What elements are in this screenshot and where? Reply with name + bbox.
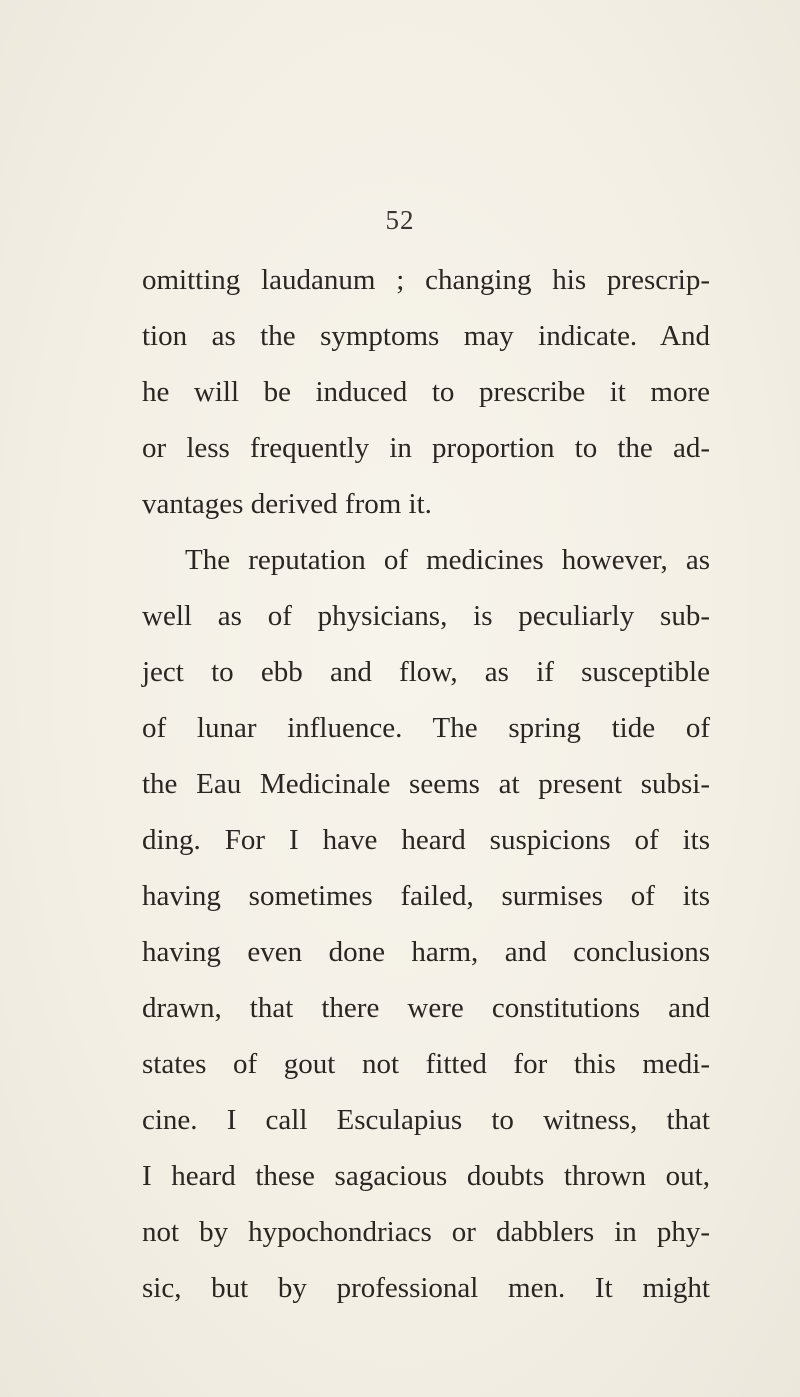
text-line: not by hypochondriacs or dabblers in phy-	[142, 1216, 710, 1248]
text-line: drawn, that there were constitutions and	[142, 992, 710, 1024]
text-line: the Eau Medicinale seems at present subsi-	[142, 768, 710, 800]
text-line: vantages derived from it.	[142, 488, 432, 520]
text-line: well as of physicians, is peculiarly sub-	[142, 600, 710, 632]
text-line: sic, but by professional men. It might	[142, 1272, 710, 1304]
text-line: cine. I call Esculapius to witness, that	[142, 1104, 710, 1136]
text-line: or less frequently in proportion to the ad-	[142, 432, 710, 464]
text-line: I heard these sagacious doubts thrown out,	[142, 1160, 710, 1192]
body-text	[142, 252, 710, 1316]
page-number: 52	[385, 205, 415, 235]
text-line: having sometimes failed, surmises of its	[142, 880, 710, 912]
text-line: he will be induced to prescribe it more	[142, 376, 710, 408]
text-line: states of gout not fitted for this medi-	[142, 1048, 710, 1080]
text-line: ject to ebb and flow, as if susceptible	[142, 656, 710, 688]
text-line: of lunar influence. The spring tide of	[142, 712, 710, 744]
text-line: tion as the symptoms may indicate. And	[142, 320, 710, 352]
paragraph-start-line: The reputation of medicines however, as	[185, 544, 710, 576]
text-line: ding. For I have heard suspicions of its	[142, 824, 710, 856]
text-line: having even done harm, and conclusions	[142, 936, 710, 968]
text-line: omitting laudanum ; changing his prescrip-	[142, 264, 710, 296]
